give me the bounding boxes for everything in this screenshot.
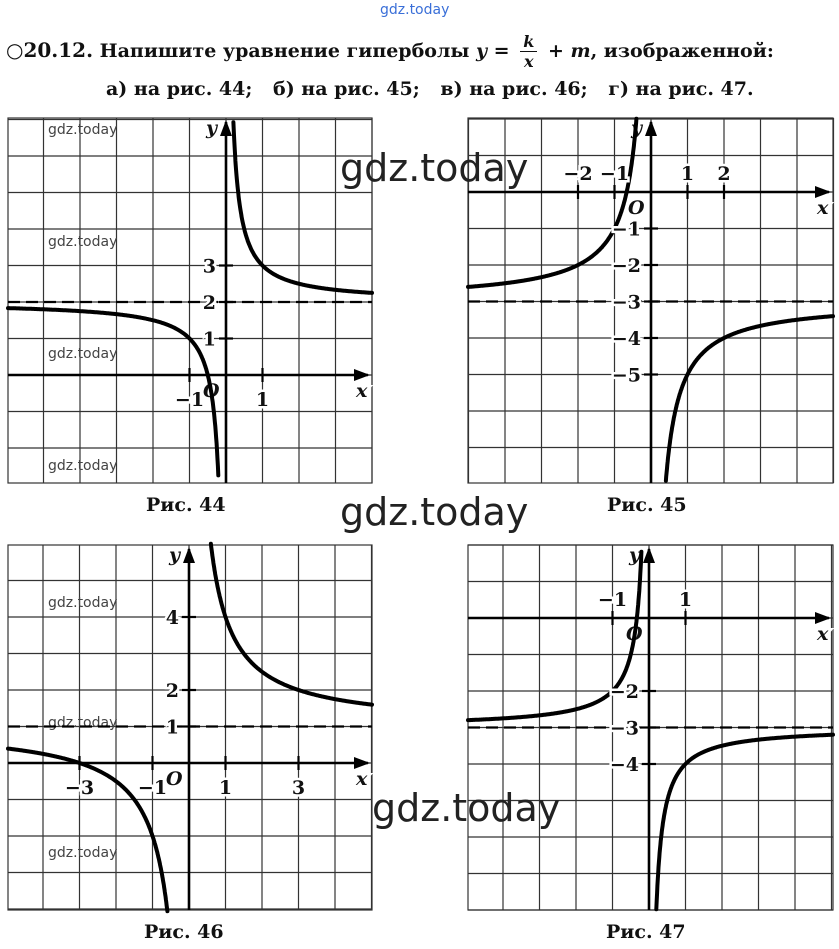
curve-branch-left	[8, 749, 167, 912]
y-tick-label: −1	[611, 218, 641, 241]
watermark-large-2: gdz.today	[340, 490, 529, 534]
origin-label: O	[626, 623, 643, 645]
y-tick-label: −3	[609, 717, 639, 740]
curve-branch-right	[211, 544, 372, 705]
y-axis-label: y	[169, 544, 181, 566]
y-tick-label: 1	[165, 716, 179, 739]
y-axis-arrow	[183, 547, 195, 563]
y-axis-label: y	[629, 544, 641, 566]
watermark-small: gdz.today	[48, 346, 118, 362]
caption-fig-47: Рис. 47	[606, 921, 686, 943]
watermark-small: gdz.today	[48, 715, 118, 731]
y-tick-label: 1	[202, 328, 216, 351]
part-a: а) на рис. 44;	[106, 78, 253, 100]
part-b: б) на рис. 45;	[273, 78, 420, 100]
watermark-small: gdz.today	[48, 234, 118, 250]
problem-parts	[106, 78, 768, 100]
x-tick-label: −1	[174, 389, 205, 411]
y-axis-label: y	[631, 117, 643, 139]
watermark-small: gdz.today	[48, 122, 118, 138]
equation-fraction	[520, 34, 537, 70]
caption-fig-44: Рис. 44	[146, 494, 226, 516]
grid	[8, 118, 372, 483]
watermark-small: gdz.today	[48, 845, 118, 861]
x-tick-label: 3	[291, 777, 306, 799]
x-tick-label: −2	[563, 163, 593, 185]
y-tick-label: −4	[609, 754, 639, 776]
problem-number: ○20.12.	[6, 38, 94, 62]
fraction-numerator: k	[520, 34, 537, 52]
x-tick-label: −1	[599, 163, 630, 185]
top-watermark: gdz.today	[380, 2, 450, 18]
graph-fig-44	[8, 118, 372, 483]
y-tick-label: −5	[611, 364, 641, 387]
y-tick-label: −2	[611, 255, 641, 277]
x-tick-label: 1	[255, 389, 270, 411]
equation-lhs: y =	[476, 40, 510, 62]
caption-fig-45: Рис. 45	[607, 494, 687, 516]
y-tick-label: 2	[165, 680, 179, 702]
x-axis-label: x	[817, 623, 829, 645]
graph-fig-46	[8, 545, 372, 910]
x-tick-label: 2	[717, 163, 731, 185]
x-axis-label: x	[356, 768, 368, 790]
y-axis-arrow	[220, 120, 232, 136]
watermark-large-3: gdz.today	[372, 786, 561, 830]
y-tick-label: 2	[202, 292, 216, 314]
y-axis-label: y	[206, 117, 218, 139]
problem-text: Напишите уравнение гиперболы	[99, 40, 470, 62]
y-tick-label: −3	[611, 291, 641, 314]
x-tick-label: −3	[64, 777, 95, 799]
y-tick-label: −4	[611, 328, 641, 350]
y-tick-label: −2	[609, 681, 639, 703]
origin-label: O	[203, 380, 220, 402]
x-tick-label: 1	[680, 163, 695, 185]
watermark-large-1: gdz.today	[340, 146, 529, 190]
curve-branch-right	[666, 316, 833, 481]
problem-statement	[6, 34, 774, 70]
x-tick-label: −1	[137, 777, 168, 799]
watermark-small: gdz.today	[48, 458, 118, 474]
caption-fig-46: Рис. 46	[144, 921, 224, 943]
y-tick-label: 3	[202, 255, 216, 278]
graph-fig-47	[468, 545, 833, 910]
origin-label: O	[166, 768, 183, 790]
curve-branch-right	[656, 735, 833, 910]
x-tick-label: 1	[678, 589, 693, 611]
part-d: г) на рис. 47.	[608, 78, 754, 100]
x-tick-label: 1	[218, 777, 233, 799]
x-tick-label: −1	[597, 589, 628, 611]
equation-rhs: + m	[547, 40, 591, 62]
y-tick-label: 4	[165, 607, 179, 629]
origin-label: O	[628, 197, 645, 219]
y-axis-arrow	[643, 547, 655, 563]
watermark-small: gdz.today	[48, 595, 118, 611]
problem-text-after: , изображенной:	[590, 40, 774, 62]
x-axis-label: x	[817, 197, 829, 219]
y-axis-arrow	[645, 120, 657, 136]
fraction-denominator: x	[523, 52, 534, 71]
x-axis-label: x	[356, 380, 368, 402]
part-c: в) на рис. 46;	[440, 78, 588, 100]
